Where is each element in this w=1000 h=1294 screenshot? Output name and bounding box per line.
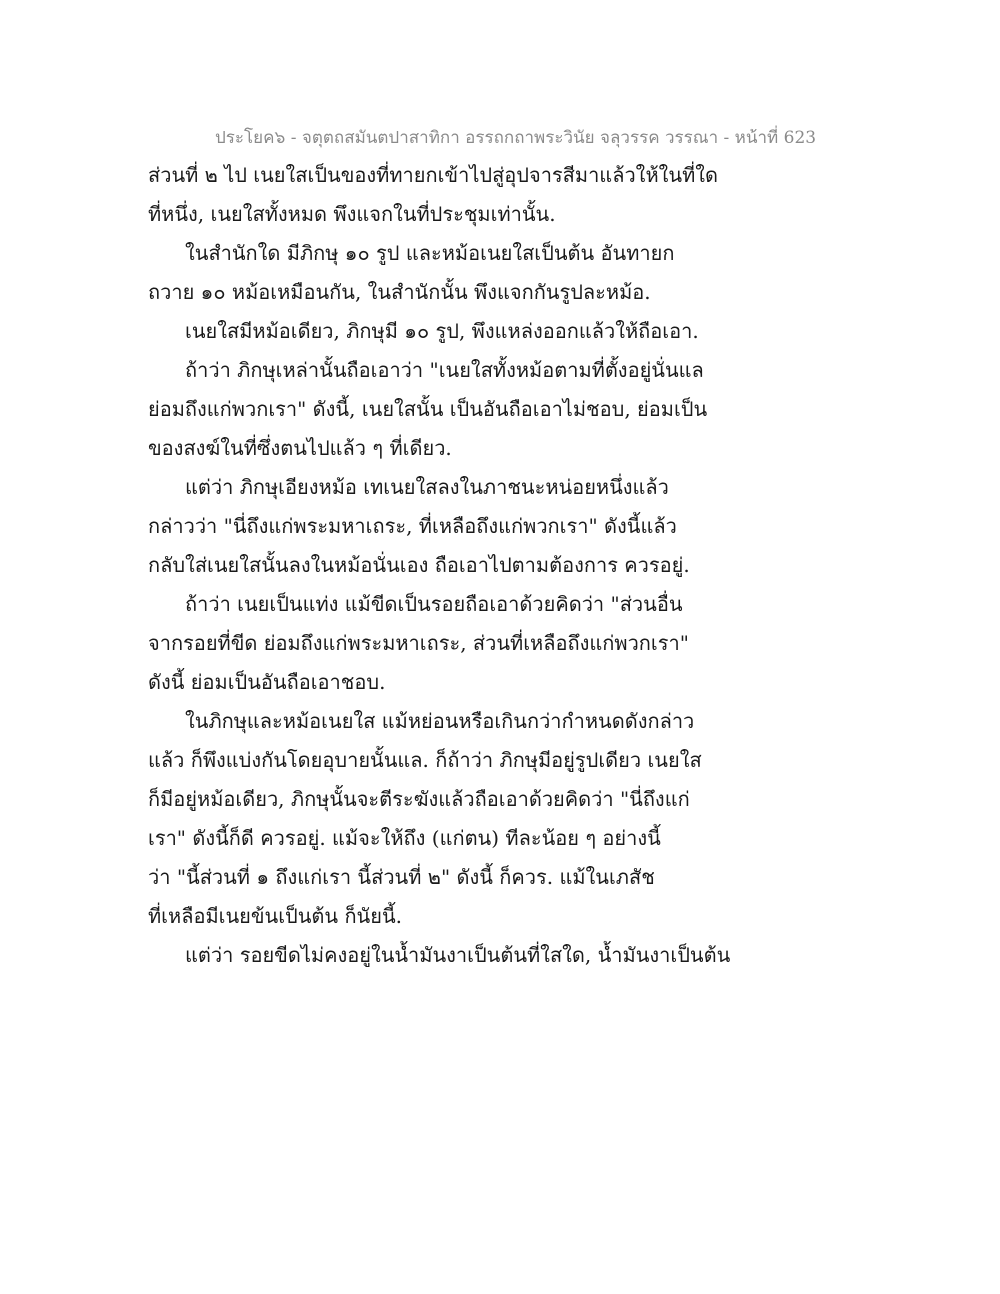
paragraph-start-line: แต่ว่า ภิกษุเอียงหม้อ เทเนยใสลงในภาชนะหน่อยหนึ่งแล้ว	[185, 475, 669, 499]
paragraph-start-line: ถ้าว่า เนยเป็นแท่ง แม้ขีดเป็นรอยถือเอาด้วยคิดว่า "ส่วนอื่น	[185, 592, 683, 616]
paragraph-start-line: แต่ว่า รอยขีดไม่คงอยู่ในน้ำมันงาเป็นต้นที่ใสใด, น้ำมันงาเป็นต้น	[185, 943, 731, 967]
text-line: ที่เหลือมีเนยข้นเป็นต้น ก็นัยนี้.	[148, 904, 402, 928]
text-line: ของสงฆ์ในที่ซึ่งตนไปแล้ว ๆ ที่เดียว.	[148, 436, 452, 460]
text-line: กล่าวว่า "นี่ถึงแก่พระมหาเถระ, ที่เหลือถึงแก่พวกเรา" ดังนี้แล้ว	[148, 514, 677, 538]
text-line: ย่อมถึงแก่พวกเรา" ดังนี้, เนยใสนั้น เป็นอันถือเอาไม่ชอบ, ย่อมเป็น	[148, 397, 708, 421]
text-line: ว่า "นี้ส่วนที่ ๑ ถึงแก่เรา นี้ส่วนที่ ๒" ดังนี้ ก็ควร. แม้ในเภสัช	[148, 865, 655, 889]
paragraph-start-line: ในภิกษุและหม้อเนยใส แม้หย่อนหรือเกินกว่ากำหนดดังกล่าว	[185, 709, 695, 733]
paragraph-start-line: ถ้าว่า ภิกษุเหล่านั้นถือเอาว่า "เนยใสทั้งหม้อตามที่ตั้งอยู่นั่นแล	[185, 358, 704, 382]
text-line: แล้ว ก็พึงแบ่งกันโดยอุบายนั้นแล. ก็ถ้าว่า ภิกษุมีอยู่รูปเดียว เนยใส	[148, 748, 702, 772]
paragraph-start-line: เนยใสมีหม้อเดียว, ภิกษุมี ๑๐ รูป, พึงแหล่งออกแล้วให้ถือเอา.	[185, 319, 699, 343]
text-line: ก็มีอยู่หม้อเดียว, ภิกษุนั้นจะตีระฆังแล้วถือเอาด้วยคิดว่า "นี่ถึงแก่	[148, 787, 690, 811]
text-line: เรา" ดังนี้ก็ดี ควรอยู่. แม้จะให้ถึง (แก่ตน) ทีละน้อย ๆ อย่างนี้	[148, 826, 661, 850]
text-line: ที่หนึ่ง, เนยใสทั้งหมด พึงแจกในที่ประชุมเท่านั้น.	[148, 202, 556, 226]
paragraph-start-line: ในสำนักใด มีภิกษุ ๑๐ รูป และหม้อเนยใสเป็นต้น อันทายก	[185, 241, 675, 265]
text-line: ส่วนที่ ๒ ไป เนยใสเป็นของที่ทายกเข้าไปสู่อุปจารสีมาแล้วให้ในที่ใด	[148, 163, 718, 187]
running-header: ประโยค๖ - จตุตถสมันตปาสาทิกา อรรถกถาพระวินัย จลุวรรค วรรณา - หน้าที่ 623	[215, 128, 817, 148]
text-line: จากรอยที่ขีด ย่อมถึงแก่พระมหาเถระ, ส่วนที่เหลือถึงแก่พวกเรา"	[148, 631, 689, 655]
text-line: ดังนี้ ย่อมเป็นอันถือเอาชอบ.	[148, 670, 386, 694]
text-line: ถวาย ๑๐ หม้อเหมือนกัน, ในสำนักนั้น พึงแจกกันรูปละหม้อ.	[148, 280, 651, 304]
text-line: กลับใส่เนยใสนั้นลงในหม้อนั่นเอง ถือเอาไปตามต้องการ ควรอยู่.	[148, 553, 690, 577]
page-body	[148, 156, 731, 975]
